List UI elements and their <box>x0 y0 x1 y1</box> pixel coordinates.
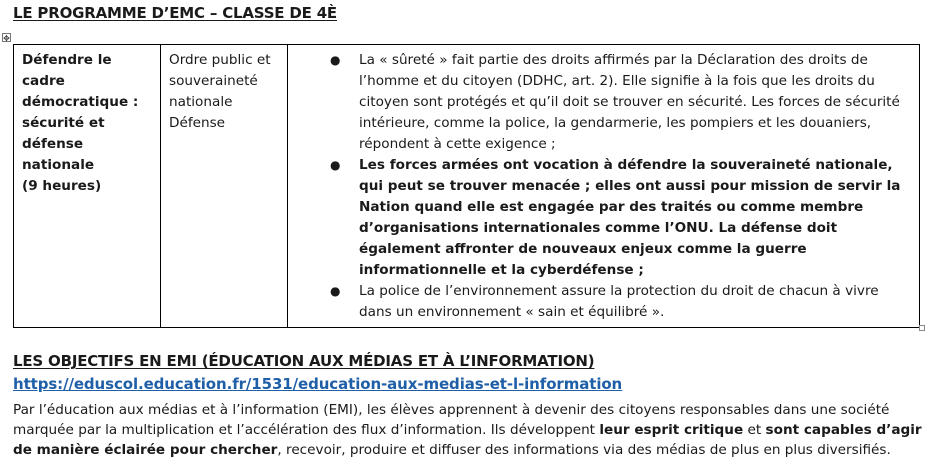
content-cell <box>288 45 920 328</box>
page-title: LE PROGRAMME D’EMC – CLASSE DE 4È <box>13 4 337 22</box>
bullet-icon: ● <box>330 53 341 67</box>
move-icon[interactable]: ✥ <box>3 34 10 43</box>
point-text: La police de l’environnement assure la protection du droit de chacun à vivre dans un environnement « sain et équilibré ». <box>359 283 879 320</box>
table-resize-handle[interactable] <box>919 325 925 331</box>
theme-line: sécurité et <box>22 115 105 131</box>
theme-line: démocratique : <box>22 94 139 110</box>
subtheme-line: souveraineté <box>169 73 258 89</box>
section-heading: LES OBJECTIFS EN EMI (ÉDUCATION AUX MÉDIAS ET À L’INFORMATION) <box>13 352 595 370</box>
subtheme-line: Ordre public et <box>169 52 271 68</box>
paragraph-text: et <box>743 422 766 438</box>
paragraph-text: Par l’éducation aux médias et à l’information (EMI), les élèves apprennent à devenir des citoyens responsables dans une société marquée par la multiplication et l’accélération des flux d’information. Ils développent <box>13 402 890 438</box>
subtheme-line: Défense <box>169 115 226 131</box>
theme-line: (9 heures) <box>22 178 102 194</box>
paragraph <box>13 400 928 460</box>
theme-cell <box>14 45 161 328</box>
list-item <box>296 155 911 281</box>
paragraph-text: , recevoir, produire et diffuser des informations via des médias de plus en plus diversifiés. <box>277 442 891 458</box>
theme-line: cadre <box>22 73 65 89</box>
paragraph-bold: sont capables d’agir de manière éclairée pour chercher <box>13 422 922 458</box>
subtheme-cell <box>161 45 288 328</box>
points-list <box>296 50 911 323</box>
point-text: Les forces armées ont vocation à défendre la souveraineté nationale, qui peut se trouver menacée ; elles ont aussi pour mission de servir la Nation quand elle est engagée par des traités ou comme membre d’organisations internationales comme l’ONU. La défense doit également affronter de nouveaux enjeux comme la guerre informationnelle et la cyberdéfense ; <box>359 157 901 278</box>
list-item <box>296 50 911 155</box>
bullet-icon: ● <box>330 284 341 298</box>
theme-line: défense <box>22 136 84 152</box>
theme-line: Défendre le <box>22 52 112 68</box>
point-text: La « sûreté » fait partie des droits affirmés par la Déclaration des droits de l’homme et du citoyen (DDHC, art. 2). Elle signifie à la fois que les droits du citoyen sont protégés et qu’il doit se trouver en sécurité. Les forces de sécurité intérieure, comme la police, la gendarmerie, les pompiers et les douaniers, répondent à cette exigence ; <box>359 52 900 152</box>
eduscol-link[interactable]: https://eduscol.education.fr/1531/education-aux-medias-et-l-information <box>13 375 623 393</box>
bullet-icon: ● <box>330 158 341 172</box>
paragraph-bold: leur esprit critique <box>599 422 744 438</box>
program-table <box>13 44 920 328</box>
table-row <box>14 45 920 328</box>
subtheme-line: nationale <box>169 94 233 110</box>
theme-line: nationale <box>22 157 95 173</box>
list-item <box>296 281 911 323</box>
